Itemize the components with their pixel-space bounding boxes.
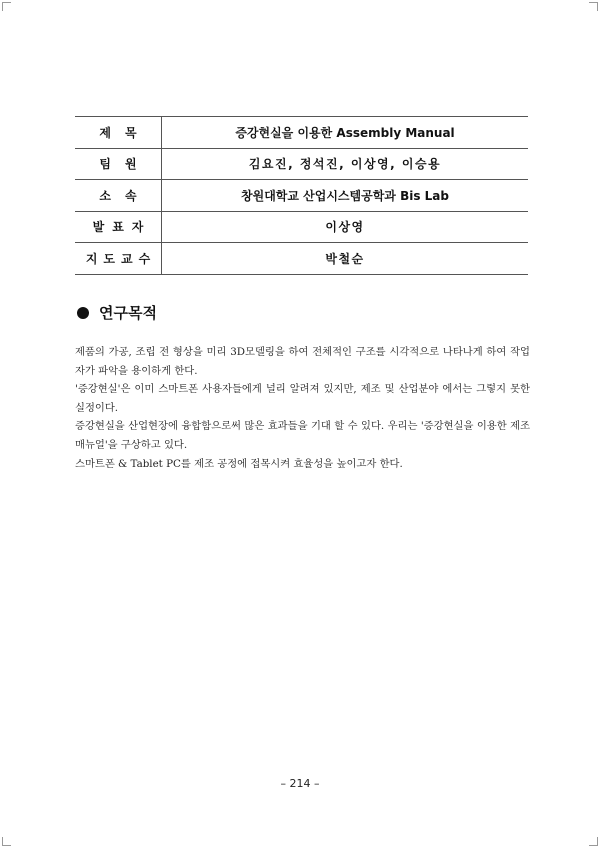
crop-mark-bottom-left — [2, 837, 11, 846]
row-label: 지도교수 — [75, 243, 162, 275]
row-label: 제목 — [75, 117, 162, 149]
info-table — [75, 116, 528, 275]
body-text — [75, 343, 530, 473]
section-heading — [77, 302, 157, 323]
crop-mark-top-left — [2, 2, 11, 11]
paragraph: 제품의 가공, 조립 전 형상을 미리 3D모델링을 하여 전체적인 구조를 시각적으로 나타나게 하여 작업자가 파악을 용이하게 한다. — [75, 346, 530, 377]
row-value: 김요진, 정석진, 이상영, 이승용 — [162, 148, 529, 180]
row-value: 창원대학교 산업시스템공학과 Bis Lab — [162, 180, 529, 212]
paragraph: 스마트폰 & Tablet PC를 제조 공정에 접목시켜 효율성을 높이고자 한다. — [75, 457, 403, 470]
paragraph: 증강현실을 산업현장에 융합함으로써 많은 효과들을 기대 할 수 있다. 우리는 '증강현실을 이용한 제조 매뉴얼'을 구상하고 있다. — [75, 420, 530, 451]
row-value: 박철순 — [162, 243, 529, 275]
table-row — [75, 211, 528, 243]
row-value: 이상영 — [162, 211, 529, 243]
table-row — [75, 180, 528, 212]
row-label: 발표자 — [75, 211, 162, 243]
table-row — [75, 148, 528, 180]
row-label: 팀원 — [75, 148, 162, 180]
page-number: – 214 – — [280, 777, 320, 790]
row-value: 증강현실을 이용한 Assembly Manual — [162, 117, 529, 149]
bullet-icon — [77, 307, 89, 319]
crop-mark-top-right — [589, 2, 598, 11]
paragraph: '증강현실'은 이미 스마트폰 사용자들에게 널리 알려져 있지만, 제조 및 산업분야 에서는 그렇지 못한 실정이다. — [75, 383, 530, 414]
table-row — [75, 243, 528, 275]
table-row — [75, 117, 528, 149]
crop-mark-bottom-right — [589, 837, 598, 846]
row-label: 소속 — [75, 180, 162, 212]
section-title-text: 연구목적 — [99, 304, 157, 322]
